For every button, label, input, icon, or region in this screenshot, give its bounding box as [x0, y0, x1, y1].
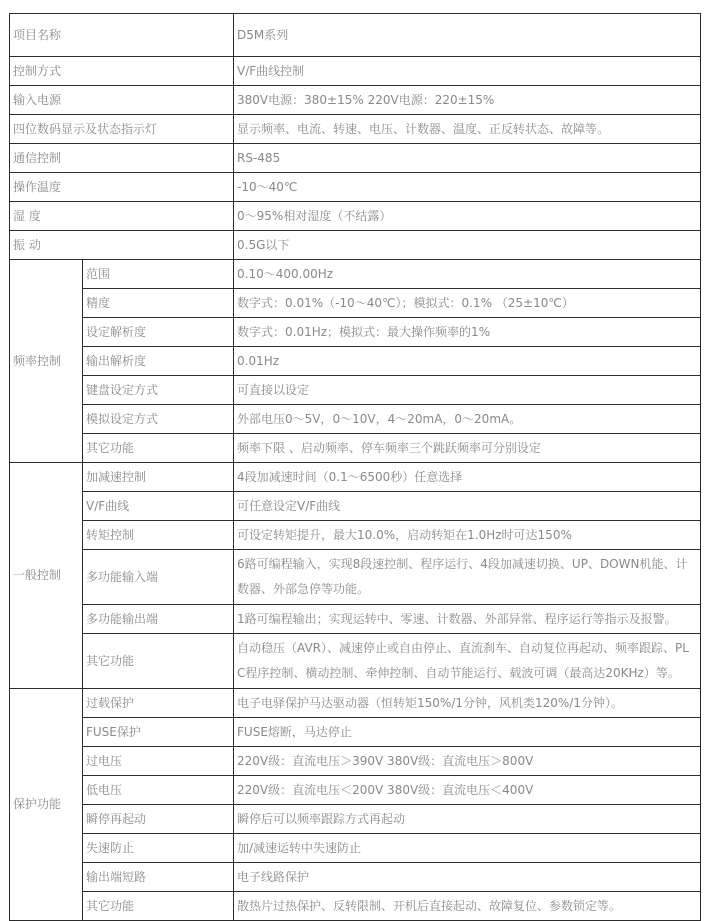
table-row [10, 550, 701, 605]
row-label: 其它功能 [83, 634, 234, 689]
row-value: 0.10～400.00Hz [234, 260, 701, 289]
row-label: 项目名称 [10, 14, 234, 57]
row-value: 频率下限 、启动频率、停车频率三个跳跃频率可分别设定 [234, 434, 701, 463]
table-row [10, 376, 701, 405]
spec-table [9, 13, 701, 921]
row-label: 控制方式 [10, 57, 234, 86]
row-label: 四位数码显示及状态指示灯 [10, 115, 234, 144]
row-label: 精度 [83, 289, 234, 318]
row-value: 可任意设定V/F曲线 [234, 492, 701, 521]
table-row [10, 463, 701, 492]
table-row [10, 405, 701, 434]
row-value: 散热片过热保护、反转限制、开机后直接起动、故障复位、参数锁定等。 [234, 892, 701, 921]
row-label: FUSE保护 [83, 718, 234, 747]
table-row [10, 173, 701, 202]
row-label: 振 动 [10, 231, 234, 260]
table-row [10, 834, 701, 863]
row-label: 操作温度 [10, 173, 234, 202]
table-row [10, 492, 701, 521]
table-row [10, 776, 701, 805]
row-label: 湿 度 [10, 202, 234, 231]
row-value: RS-485 [234, 144, 701, 173]
group-label: 一般控制 [10, 463, 83, 689]
row-label: 加减速控制 [83, 463, 234, 492]
row-value: 加/减速运转中失速防止 [234, 834, 701, 863]
row-label: 其它功能 [83, 434, 234, 463]
row-value: V/F曲线控制 [234, 57, 701, 86]
row-label: 输入电源 [10, 86, 234, 115]
table-row [10, 634, 701, 689]
table-row [10, 57, 701, 86]
row-label: 通信控制 [10, 144, 234, 173]
row-label: 低电压 [83, 776, 234, 805]
row-value: 电子电驿保护马达驱动器（恒转矩150%/1分钟，风机类120%/1分钟）。 [234, 689, 701, 718]
table-row [10, 115, 701, 144]
table-row [10, 289, 701, 318]
row-label: 失速防止 [83, 834, 234, 863]
row-value: 380V电源：380±15% 220V电源：220±15% [234, 86, 701, 115]
row-value: 显示频率、电流、转速、电压、计数器、温度、正反转状态、故障等。 [234, 115, 701, 144]
table-row [10, 318, 701, 347]
table-row [10, 231, 701, 260]
row-value: D5M系列 [234, 14, 701, 57]
row-value: 6路可编程输入，实现8段速控制、程序运行、4段加减速切换、UP、DOWN机能、计数器、外部急停等功能。 [234, 550, 701, 605]
row-value: -10～40℃ [234, 173, 701, 202]
table-row [10, 521, 701, 550]
row-value: 外部电压0～5V，0～10V，4～20mA，0～20mA。 [234, 405, 701, 434]
table-row [10, 144, 701, 173]
row-label: 输出端短路 [83, 863, 234, 892]
table-row [10, 805, 701, 834]
row-label: 转矩控制 [83, 521, 234, 550]
group-label: 保护功能 [10, 689, 83, 921]
row-value: 0.01Hz [234, 347, 701, 376]
row-value: 自动稳压（AVR）、减速停止或自由停止、直流刹车、自动复位再起动、频率跟踪、PLC程序控制、横动控制、牵伸控制、自动节能运行、载波可调（最高达20KHz）等。 [234, 634, 701, 689]
row-value: 数字式：0.01%（-10～40℃）；模拟式：0.1% （25±10℃） [234, 289, 701, 318]
table-row [10, 347, 701, 376]
row-label: 模拟设定方式 [83, 405, 234, 434]
row-value: FUSE熔断，马达停止 [234, 718, 701, 747]
table-row [10, 260, 701, 289]
row-label: 过电压 [83, 747, 234, 776]
table-row [10, 86, 701, 115]
row-label: 过载保护 [83, 689, 234, 718]
row-value: 4段加减速时间（0.1～6500秒）任意选择 [234, 463, 701, 492]
row-value: 电子线路保护 [234, 863, 701, 892]
row-label: 设定解析度 [83, 318, 234, 347]
table-row [10, 689, 701, 718]
table-row [10, 605, 701, 634]
table-row [10, 747, 701, 776]
row-label: 多功能输出端 [83, 605, 234, 634]
table-row [10, 718, 701, 747]
row-label: 输出解析度 [83, 347, 234, 376]
row-value: 可设定转矩提升，最大10.0%，启动转矩在1.0Hz时可达150% [234, 521, 701, 550]
row-value: 220V级：直流电压＜200V 380V级：直流电压＜400V [234, 776, 701, 805]
row-label: 键盘设定方式 [83, 376, 234, 405]
row-label: V/F曲线 [83, 492, 234, 521]
table-row [10, 434, 701, 463]
row-value: 220V级：直流电压＞390V 380V级：直流电压＞800V [234, 747, 701, 776]
row-label: 其它功能 [83, 892, 234, 921]
spec-table-body [10, 14, 701, 921]
table-row [10, 14, 701, 57]
table-row [10, 863, 701, 892]
row-label: 范围 [83, 260, 234, 289]
table-row [10, 202, 701, 231]
row-value: 1路可编程输出；实现运转中、零速、计数器、外部异常、程序运行等指示及报警。 [234, 605, 701, 634]
table-row [10, 892, 701, 921]
group-label: 频率控制 [10, 260, 83, 463]
row-value: 可直接以设定 [234, 376, 701, 405]
row-label: 多功能输入端 [83, 550, 234, 605]
row-label: 瞬停再起动 [83, 805, 234, 834]
row-value: 0～95%相对湿度（不结露） [234, 202, 701, 231]
row-value: 瞬停后可以频率跟踪方式再起动 [234, 805, 701, 834]
row-value: 0.5G以下 [234, 231, 701, 260]
row-value: 数字式：0.01Hz；模拟式：最大操作频率的1% [234, 318, 701, 347]
